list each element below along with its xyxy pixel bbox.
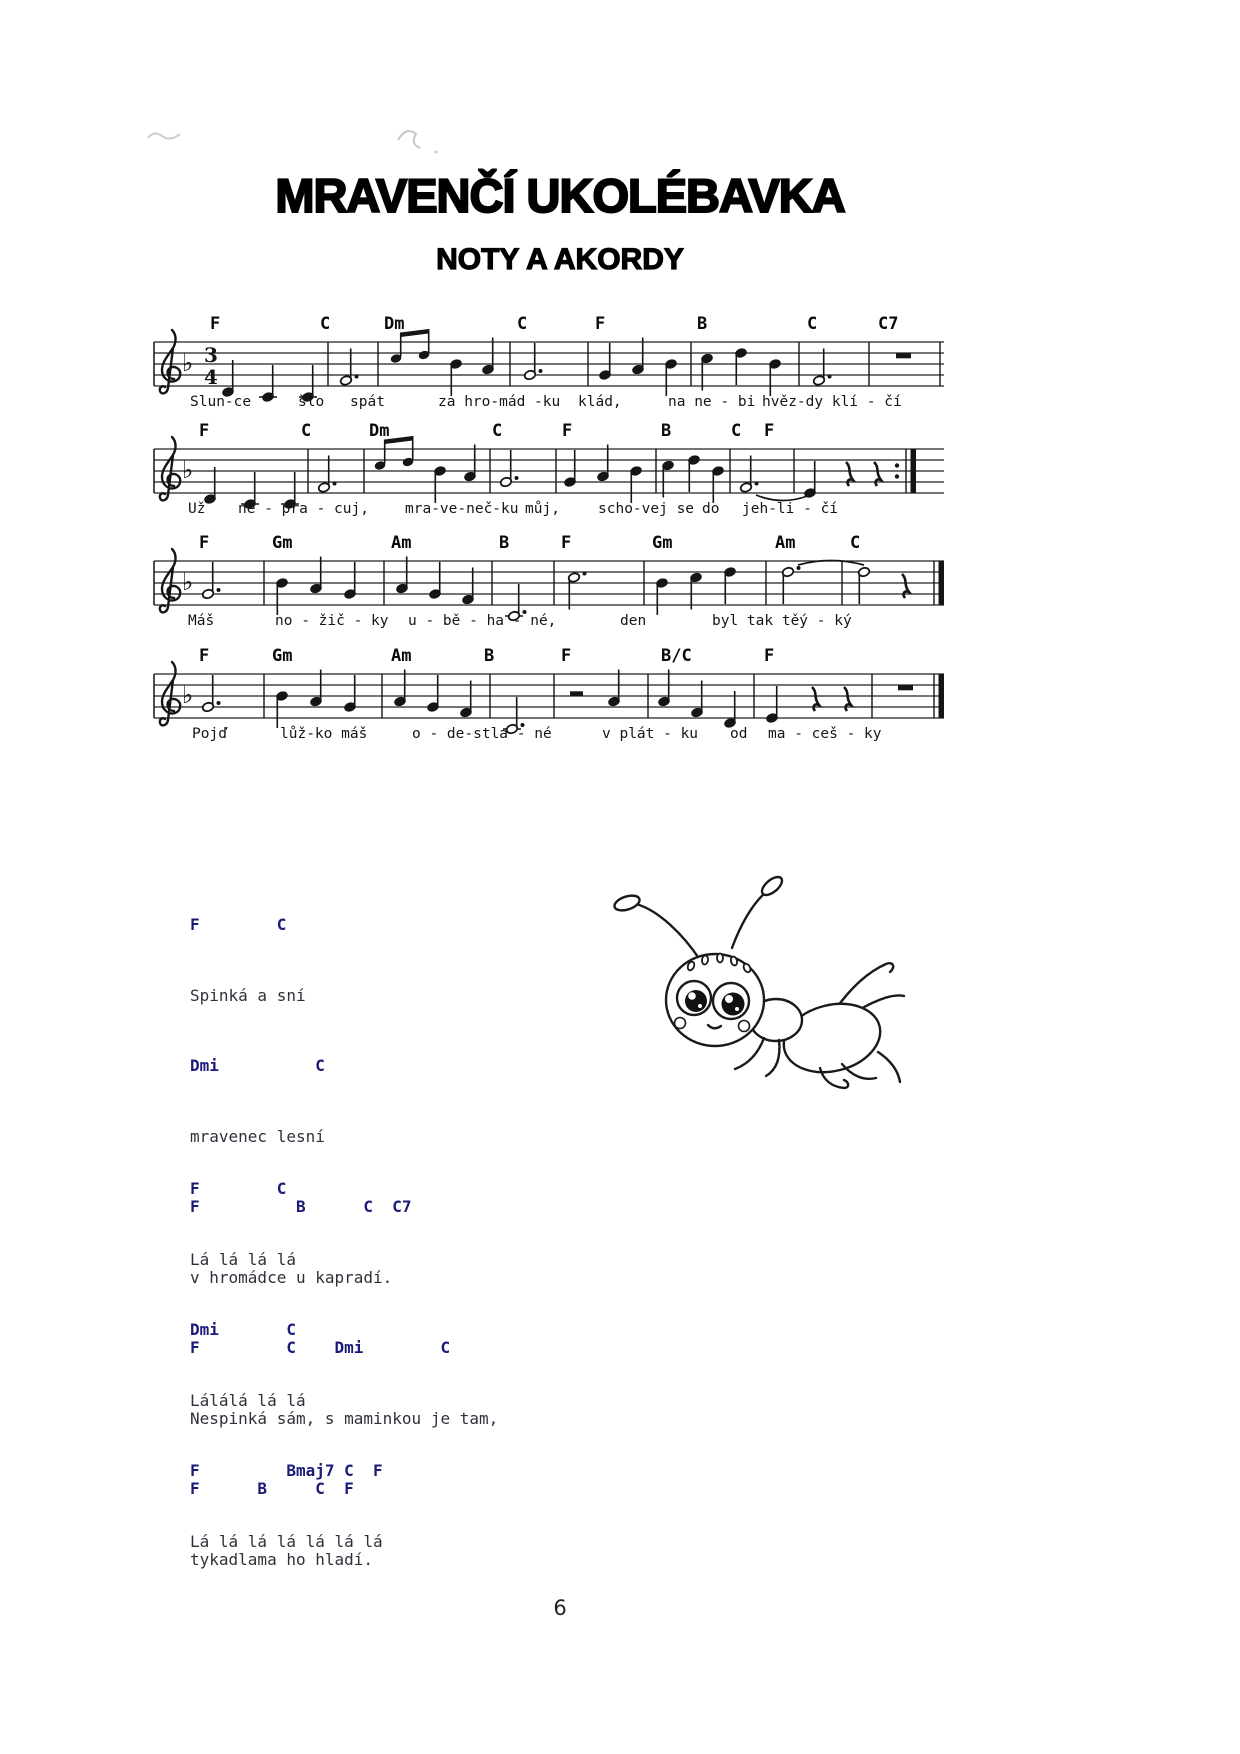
- verse-chord-line: F Bmaj7 C F: [190, 1461, 383, 1480]
- lyric-syllable: šlo: [298, 394, 325, 410]
- chord-label: C: [517, 314, 528, 334]
- lyric-syllable: scho-vej se: [598, 501, 695, 517]
- chord-label: F: [199, 533, 210, 553]
- lyric-syllable: u - bě - ha - né,: [408, 613, 557, 629]
- chord-label: C: [301, 421, 312, 441]
- verse-chord-line: F B C F: [190, 1479, 354, 1498]
- lyric-syllable: Už: [188, 501, 206, 517]
- chord-label: F: [561, 646, 572, 666]
- verse-chord-line: Dmi C: [190, 1056, 325, 1075]
- chord-label: F: [764, 421, 775, 441]
- verse-chord-line: F B C C7: [190, 1197, 412, 1216]
- lyric-syllable: ne - pra - cuj,: [238, 501, 369, 517]
- chord-label: Gm: [272, 646, 293, 666]
- chord-label: Gm: [272, 533, 293, 553]
- lyric-syllable: za hro-mád -ku: [438, 394, 561, 410]
- page-subtitle: NOTY A AKORDY: [436, 243, 684, 276]
- ant-antenna-right: [732, 892, 766, 948]
- chord-label: B: [499, 533, 510, 553]
- lyric-syllable: mra-ve-neč-ku: [405, 501, 519, 517]
- lyric-syllable: na ne - bi: [668, 394, 756, 410]
- lyric-syllable: jeh-li - čí: [742, 501, 839, 517]
- lyric-syllable: klád,: [578, 394, 622, 410]
- verse-lyric-line: Lá lá lá lá lá lá lá: [190, 1531, 383, 1551]
- chord-label: B: [484, 646, 495, 666]
- chord-label: F: [595, 314, 606, 334]
- verse-chord-line: F C: [190, 915, 287, 934]
- chord-label: F: [199, 646, 210, 666]
- staff-system-4: [150, 632, 956, 756]
- verse-lyric-line: tykadlama ho hladí.: [190, 1549, 374, 1569]
- svg-text:♭: ♭: [182, 349, 194, 377]
- lyric-syllable: lůž-ko máš: [280, 726, 368, 742]
- chord-label: F: [764, 646, 775, 666]
- music-notation-svg: [150, 656, 956, 766]
- chord-label: F: [199, 421, 210, 441]
- lyric-syllable: Pojď: [192, 726, 227, 742]
- svg-text:3: 3: [204, 343, 218, 367]
- verse-chord-line: Dmi C: [190, 1320, 296, 1339]
- chord-label: Am: [391, 646, 412, 666]
- svg-text:♭: ♭: [182, 681, 194, 709]
- svg-text:♭: ♭: [182, 456, 194, 484]
- staff-system-3: [150, 519, 956, 643]
- chord-label: C: [731, 421, 742, 441]
- chord-label: F: [562, 421, 573, 441]
- lyric-syllable: hvěz-dy klí - čí: [762, 394, 902, 410]
- lyric-syllable: můj,: [525, 501, 560, 517]
- chord-label: B/C: [661, 646, 692, 666]
- lyric-syllable: od: [730, 726, 748, 742]
- verse-block-2: [190, 1130, 383, 1600]
- lyric-syllable: den: [620, 613, 647, 629]
- lyric-syllable: Slun-ce: [190, 394, 252, 410]
- lyric-syllable: Máš: [188, 613, 215, 629]
- page-title: MRAVENČÍ UKOLÉBAVKA: [275, 169, 845, 222]
- chord-label: B: [697, 314, 708, 334]
- verse-lyric-line: Spinká a sní: [190, 985, 306, 1005]
- verse-lyric-line: mravenec lesní: [190, 1126, 325, 1146]
- chord-label: C: [320, 314, 331, 334]
- chord-label: C: [492, 421, 503, 441]
- lyric-syllable: do: [702, 501, 720, 517]
- lyric-syllable: o - de-stla - né: [412, 726, 552, 742]
- staff-system-2: [150, 407, 956, 531]
- chord-label: C7: [878, 314, 899, 334]
- lyric-row: [150, 726, 956, 748]
- verse-lyric-line: v hromádce u kapradí.: [190, 1267, 393, 1287]
- verse-chord-line: F C Dmi C: [190, 1338, 451, 1357]
- chord-label: B: [661, 421, 672, 441]
- chord-label: C: [850, 533, 861, 553]
- chord-label: Am: [391, 533, 412, 553]
- lyric-syllable: ma - ceš - ky: [768, 726, 882, 742]
- scan-artifact: [140, 118, 470, 168]
- verse-lyric-line: Lá lá lá lá: [190, 1249, 296, 1269]
- verse-lyric-line: Lálálá lá lá: [190, 1390, 306, 1410]
- lyric-syllable: v plát - ku: [602, 726, 699, 742]
- page-number: 6: [553, 1596, 567, 1620]
- svg-text:♭: ♭: [182, 568, 194, 596]
- chord-label: Gm: [652, 533, 673, 553]
- chord-label: F: [561, 533, 572, 553]
- chord-label: C: [807, 314, 818, 334]
- verse-lyric-line: Nespinká sám, s maminkou je tam,: [190, 1408, 499, 1428]
- verse-chord-line: F C: [190, 1179, 287, 1198]
- lyric-syllable: spát: [350, 394, 385, 410]
- lyric-syllable: no - žič - ky: [275, 613, 389, 629]
- chord-label: Dm: [384, 314, 405, 334]
- chord-label: F: [210, 314, 221, 334]
- chord-label: Dm: [369, 421, 390, 441]
- ant-antenna-left: [636, 904, 700, 960]
- svg-text:4: 4: [204, 365, 218, 389]
- staff-system-1: [150, 300, 956, 424]
- chord-label: Am: [775, 533, 796, 553]
- lyric-syllable: byl tak těý - ký: [712, 613, 852, 629]
- ant-illustration: [580, 842, 910, 1092]
